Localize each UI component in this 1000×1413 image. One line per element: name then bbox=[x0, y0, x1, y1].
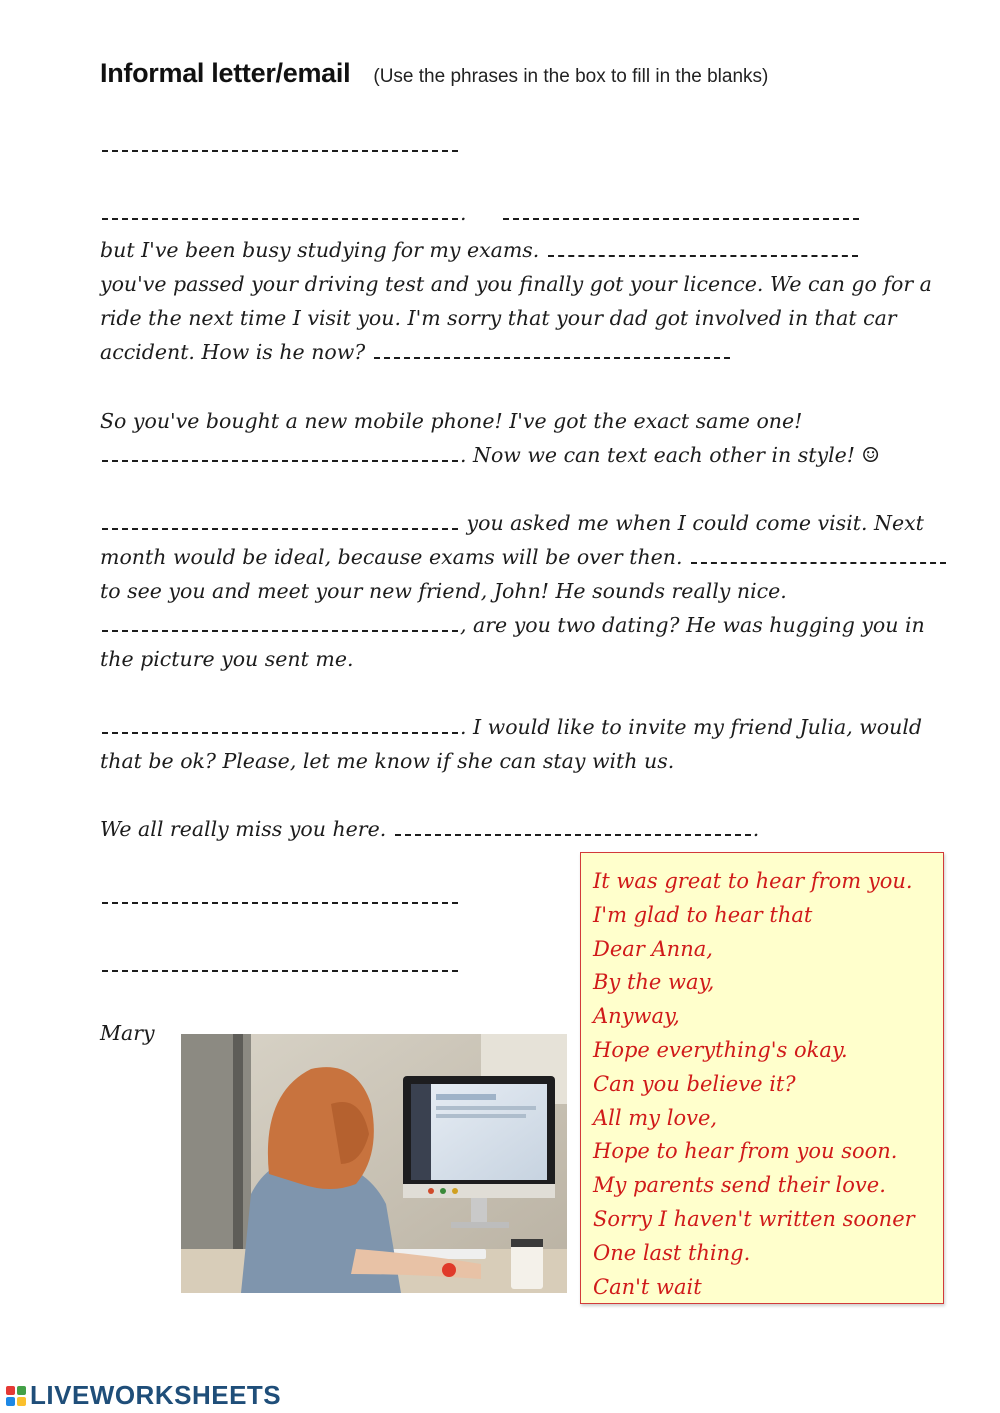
phrase-item[interactable]: My parents send their love. bbox=[593, 1173, 886, 1198]
letter-line-15: that be ok? Please, let me know if she can stay with us. bbox=[100, 749, 675, 773]
phrase-item[interactable]: Hope to hear from you soon. bbox=[593, 1139, 898, 1164]
phrase-item[interactable]: Can't wait bbox=[593, 1274, 702, 1299]
letter-line-8 bbox=[100, 438, 880, 472]
blank-4[interactable] bbox=[548, 237, 858, 257]
letter-line-11: to see you and meet your new friend, John! He sounds really nice. bbox=[100, 579, 787, 603]
phrase-item[interactable]: I'm glad to hear that bbox=[593, 902, 813, 927]
logo-grid-icon bbox=[6, 1386, 26, 1406]
text-fragment: you asked me when I could come visit. Next bbox=[466, 511, 924, 535]
phrase-list bbox=[581, 853, 943, 1304]
letter-line-14 bbox=[100, 710, 922, 744]
blank-1[interactable] bbox=[102, 132, 458, 152]
worksheet-title bbox=[100, 58, 768, 89]
letter-line-6 bbox=[100, 335, 732, 369]
text-fragment: . bbox=[460, 201, 467, 225]
letter-line-2 bbox=[100, 196, 861, 230]
text-fragment: but I've been busy studying for my exams. bbox=[100, 238, 540, 262]
phrase-item[interactable]: Sorry I haven't written sooner bbox=[593, 1206, 915, 1231]
blank-8[interactable] bbox=[691, 544, 946, 564]
letter-line-3 bbox=[100, 233, 860, 267]
letter-line-5: ride the next time I visit you. I'm sorry that your dad got involved in that car bbox=[100, 306, 897, 330]
blank-2[interactable] bbox=[102, 200, 458, 220]
blank-10[interactable] bbox=[102, 714, 458, 734]
closing-line bbox=[100, 880, 460, 914]
blank-greeting[interactable] bbox=[100, 128, 460, 162]
blank-12[interactable] bbox=[102, 884, 458, 904]
letter-line-13: the picture you sent me. bbox=[100, 647, 354, 671]
phrase-item[interactable]: One last thing. bbox=[593, 1240, 751, 1265]
signature: Mary bbox=[100, 1021, 155, 1045]
blank-3[interactable] bbox=[503, 200, 859, 220]
text-fragment: . Now we can text each other in style! ☺ bbox=[460, 443, 880, 467]
text-fragment: . I would like to invite my friend Julia, would bbox=[460, 715, 923, 739]
blank-11[interactable] bbox=[395, 816, 751, 836]
phrase-item[interactable]: Dear Anna, bbox=[593, 936, 713, 961]
photo-woman-at-computer bbox=[181, 1034, 567, 1293]
phrase-item[interactable]: Anyway, bbox=[593, 1004, 680, 1029]
phrase-item[interactable]: All my love, bbox=[593, 1105, 718, 1130]
blank-7[interactable] bbox=[102, 510, 458, 530]
letter-line-4: you've passed your driving test and you finally got your licence. We can go for a bbox=[100, 272, 932, 296]
liveworksheets-logo[interactable] bbox=[6, 1380, 281, 1411]
blank-6[interactable] bbox=[102, 442, 458, 462]
blank-13[interactable] bbox=[102, 952, 458, 972]
letter-line-12 bbox=[100, 608, 925, 642]
text-fragment: month would be ideal, because exams will be over then. bbox=[100, 545, 683, 569]
phrase-item[interactable]: It was great to hear from you. bbox=[593, 869, 913, 893]
closing-line-2 bbox=[100, 948, 460, 982]
phrase-item[interactable]: Hope everything's okay. bbox=[593, 1037, 848, 1062]
letter-line-16 bbox=[100, 812, 759, 846]
blank-5[interactable] bbox=[374, 339, 730, 359]
blank-9[interactable] bbox=[102, 612, 458, 632]
letter-line-10 bbox=[100, 540, 948, 574]
phrase-item[interactable]: Can you believe it? bbox=[593, 1071, 796, 1096]
letter-line-9 bbox=[100, 506, 924, 540]
text-fragment: . bbox=[752, 817, 760, 841]
text-fragment: accident. How is he now? bbox=[100, 340, 366, 364]
text-fragment: , are you two dating? He was hugging you in bbox=[460, 613, 925, 637]
text-fragment: We all really miss you here. bbox=[100, 817, 387, 841]
brand-name: LIVEWORKSHEETS bbox=[30, 1380, 282, 1410]
phrase-box bbox=[580, 852, 944, 1304]
letter-line-7: So you've bought a new mobile phone! I've got the exact same one! bbox=[100, 409, 803, 433]
phrase-item[interactable]: By the way, bbox=[593, 970, 715, 995]
instruction-text: (Use the phrases in the box to fill in the blanks) bbox=[373, 66, 769, 87]
page-title: Informal letter/email bbox=[100, 58, 351, 88]
